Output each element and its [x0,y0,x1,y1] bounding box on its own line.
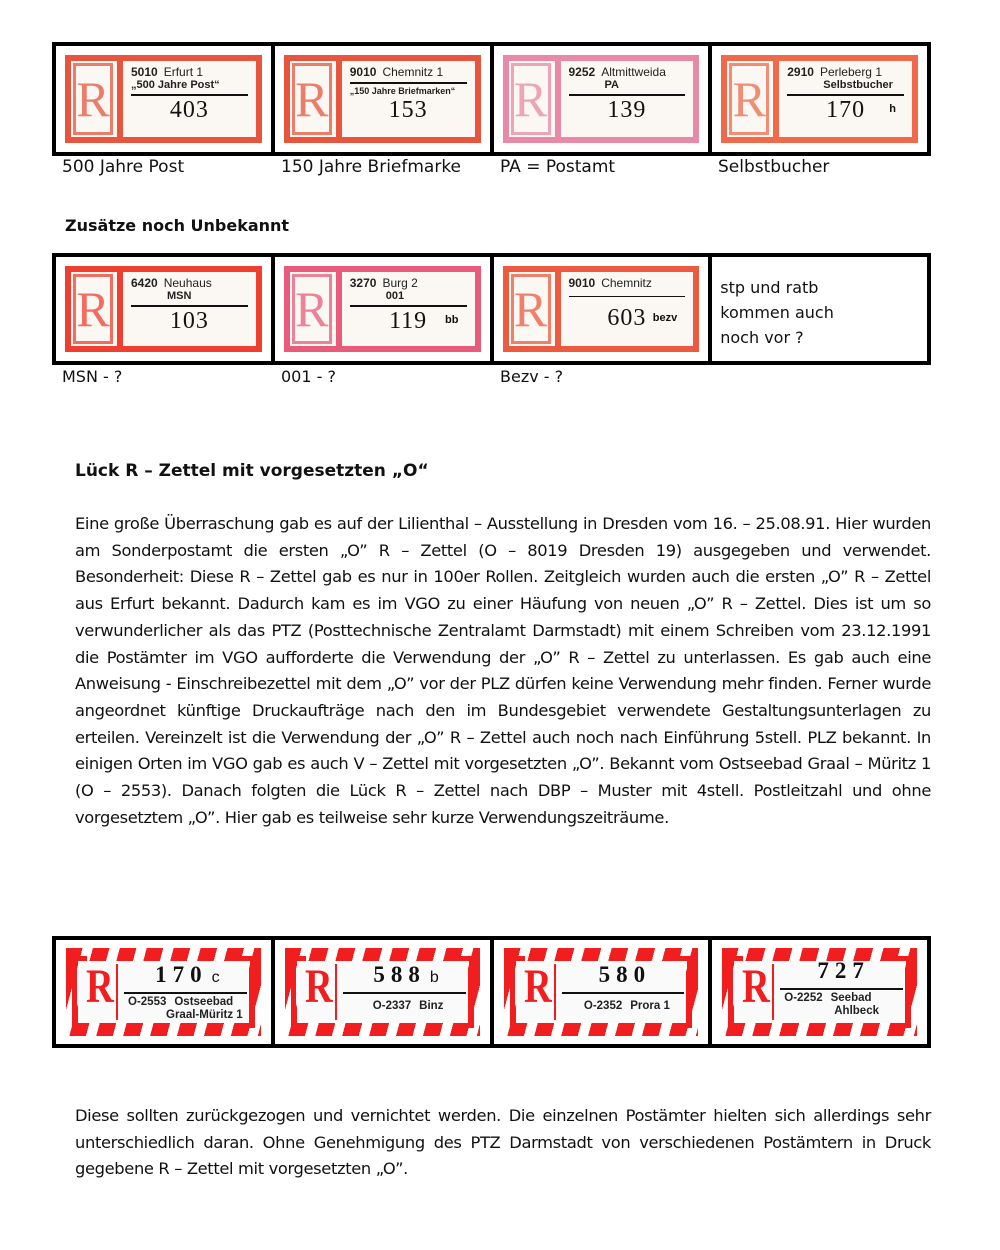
registration-label-image [284,266,481,352]
place-name: Seebad [830,992,872,1004]
label-rule [343,992,466,994]
label-number: 403 [169,97,209,123]
label-number: 139 [607,97,647,123]
r-letter-icon: R [86,960,114,1013]
label-suffix: c [211,969,220,986]
bracket-left [510,956,525,1028]
place-name: Chemnitz 1 [382,65,444,79]
label-row-special-editions [52,42,931,156]
caption: MSN - ? [62,367,123,386]
registration-label-image [284,55,481,143]
label-cell [494,46,709,152]
note-cell [712,257,927,361]
place-name: Perleberg 1 [819,65,882,79]
place-name: Burg 2 [382,276,418,290]
registration-label-image [503,55,700,143]
registration-label-image [285,948,480,1036]
r-letter-icon: R [73,63,113,135]
bracket-left [728,956,743,1028]
r-letter-icon: R [729,63,769,135]
subheading: Zusätze noch Unbekannt [65,216,290,235]
label-addition: „500 Jahre Post“ [131,79,220,91]
label-number: 580 [598,962,652,987]
label-rule [780,988,903,990]
postcode: 5010 [131,65,158,79]
caption: 500 Jahre Post [62,157,185,177]
label-divider [554,964,556,1020]
postcode: 2910 [787,65,814,79]
label-rule [131,305,248,307]
label-divider [773,61,779,137]
label-number: 119 [389,308,428,334]
place-name: Neuhaus [163,276,212,290]
label-number: 170 [826,97,866,123]
place-name: Binz [419,1000,444,1012]
label-number: 603 [607,305,647,331]
place-name: Ostseebad [174,996,234,1008]
r-letter-icon: R [304,960,333,1013]
registration-label-image [65,55,262,143]
label-rule [569,94,686,96]
label-rule [787,94,904,96]
label-rule [562,992,685,994]
label-address [784,992,907,1018]
body-paragraph: Diese sollten zurückgezogen und vernichtet werden. Die einzelnen Postämter hielten sich allerdings sehr unterschiedlich daran. Ohne Genehmigung des PTZ Darmstadt von verschiedenen Postämtern in Druck gegebene R – Zettel mit vorgesetzten „O”. [75,1106,931,1179]
label-address [566,1000,689,1013]
place-name: Prora 1 [630,1000,670,1012]
note-text [720,275,834,350]
registration-label-image [721,55,918,143]
place-name: Graal-Müritz 1 [166,1009,243,1021]
postcode: 6420 [131,276,158,290]
body-paragraph: Eine große Überraschung gab es auf der Lilienthal – Ausstellung in Dresden vom 16. – 25.08.91. Hier wurden am Sonderpostamt die ersten „O” R – Zettel (O – 8019 Dresden 19) ausgegeben und verwendet. Besonderheit: Diese R – Zettel gab es nur in 100er Rollen. Zeitgleich wurden auch die ersten „O” R – Zettel aus Erfurt bekannt. Dadurch kam es im VGO zu einer Häufung von neuen „O” R – Zettel. Dies ist um so verwunderlicher als das PTZ (Posttechnische Zentralamt Darmstadt) mit einem Schreiben vom 23.12.1991 die Postämter im VGO aufforderte die Verwendung der „O” R – Zettel zu unterlassen. Es gab auch eine Anweisung - Einschreibezettel mit dem „O” vor der PLZ dürfen keine Verwendung mehr finden. Ferner wurde angeordnet künftige Druckaufträge nach den im Bundesgebiet verwendete Gestaltungsunterlagen zu erteilen. Vereinzelt ist die Verwendung der „O” R – Zettel auch noch nach Einführung 5stell. PLZ bekannt. In einigen Orten im VGO gab es auch V – Zettel mit vorgesetzten „O”. Bekannt vom Ostseebad Graal – Müritz 1 (O – 2553). Danach folgten die Lück R – Zettel nach DBP – Muster mit 4stell. Postleitzahl und ohne vorgesetztem „O”. Hier gab es teilweise sehr kurze Verwendungszeiträume. [75,514,931,827]
note-line: kommen auch [720,303,834,322]
caption: Bezv - ? [500,367,564,386]
label-addition: „150 Jahre Briefmarken“ [349,86,456,96]
postcode: O-2553 [128,996,167,1008]
label-suffix: bezv [652,312,678,324]
place-name: Chemnitz [601,276,652,290]
label-divider [336,272,342,346]
label-divider [117,61,123,137]
label-number: 727 [817,958,870,983]
label-number: 170 c [155,962,220,987]
r-letter-icon: R [511,274,551,344]
r-letter-icon: R [73,274,113,344]
registration-label-image [66,948,261,1036]
postcode: 9010 [568,276,596,290]
label-rule [124,992,247,994]
label-address [128,996,251,1022]
label-cell [712,940,927,1044]
label-cell [275,46,490,152]
r-letter-icon: R [292,63,332,135]
place-name: Erfurt 1 [163,65,204,79]
r-letter-icon: R [511,63,551,135]
caption: 150 Jahre Briefmarke [281,157,462,177]
label-addition: MSN [167,290,192,302]
label-rule [131,94,248,96]
label-number: 103 [169,308,209,334]
label-rule [350,305,467,307]
postcode: 3270 [349,276,377,290]
label-number: 153 [388,97,428,123]
label-divider [117,272,123,346]
caption: Selbstbucher [718,157,830,177]
registration-label-image [722,948,917,1036]
caption: PA = Postamt [500,157,616,177]
postcode: 9010 [349,65,377,79]
label-address [347,1000,470,1013]
label-cell [494,940,709,1044]
postcode: 9252 [568,65,596,79]
label-cell [275,257,490,361]
registration-label-image [65,266,262,352]
section-title: Lück R – Zettel mit vorgesetzten „O“ [75,461,429,481]
postcode: O-2352 [583,1000,623,1012]
label-suffix: h [889,103,896,115]
label-suffix: b [429,969,439,986]
label-addition: PA [604,79,619,91]
note-line: stp und ratb [720,278,819,297]
postcode: O-2337 [372,1000,412,1012]
label-cell [275,940,490,1044]
label-addition: 001 [385,290,405,302]
label-row-o-prefix [52,936,931,1048]
caption: 001 - ? [281,367,336,386]
r-letter-icon: R [292,274,332,344]
label-divider [555,61,561,137]
bracket-left [72,956,87,1028]
label-divider [555,272,561,346]
place-name: Ahlbeck [834,1005,879,1017]
r-letter-icon: R [742,960,770,1013]
label-row-unknown-additions [52,253,931,365]
label-divider [336,61,342,137]
label-cell [494,257,709,361]
label-cell [712,46,927,152]
bracket-left [291,956,306,1028]
label-rule [350,82,467,84]
label-cell [56,46,271,152]
place-name: Altmittweida [601,65,666,79]
r-letter-icon: R [523,960,552,1013]
label-addition: Selbstbucher [823,79,893,91]
registration-label-image [504,948,699,1036]
label-cell [56,257,271,361]
label-divider [772,964,774,1020]
label-number: 588 b [373,962,439,987]
label-cell [56,940,271,1044]
note-line: noch vor ? [720,328,804,347]
label-divider [335,964,337,1020]
label-rule [569,296,686,297]
registration-label-image [503,266,700,352]
label-suffix: bb [445,314,459,326]
label-divider [116,964,118,1020]
postcode: O-2252 [784,992,823,1004]
